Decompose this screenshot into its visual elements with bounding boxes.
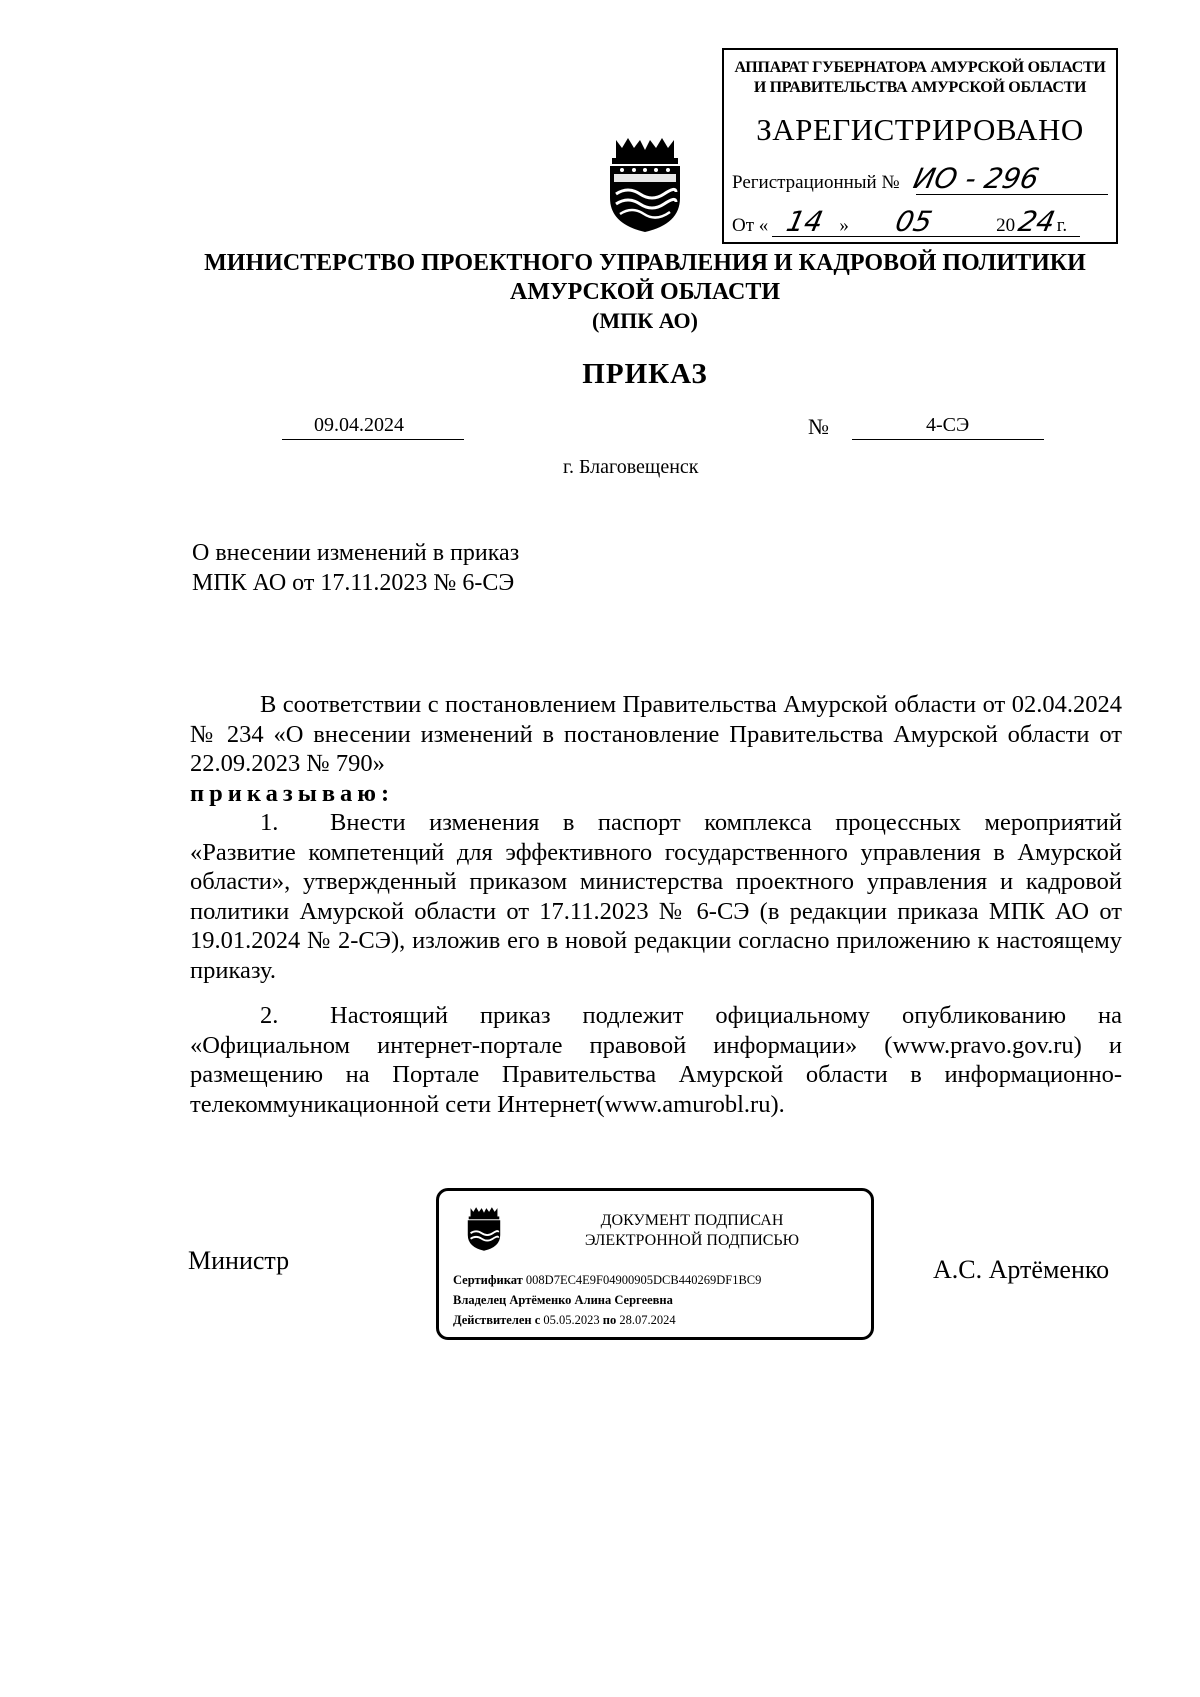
esig-valid-to: 28.07.2024: [619, 1313, 676, 1327]
registration-number-row: [732, 162, 1043, 195]
ministry-name-line1: МИНИСТЕРСТВО ПРОЕКТНОГО УПРАВЛЕНИЯ И КАДРОВОЙ ПОЛИТИКИ: [204, 250, 1086, 276]
order-preamble: В соответствии с постановлением Правительства Амурской области от 02.04.2024 № 234 «О внесении изменений в постановление Правительства Амурской области от 22.09.2023 № 790»: [190, 691, 1122, 777]
registration-title: ЗАРЕГИСТРИРОВАНО: [756, 112, 1084, 147]
order-command: [190, 779, 1122, 809]
order-item-2-text: Настоящий приказ подлежит официальному опубликованию на «Официальном интернет-портале правовой информации» (www.pravo.gov.ru) и размещению на Портале Правительства Амурской области в информационно-телекоммуникационной сети Интернет(www.amurobl.ru).: [190, 1002, 1122, 1118]
esig-valid-label: Действителен с: [453, 1313, 541, 1327]
esig-heading: [529, 1211, 855, 1251]
esig-validity: [453, 1313, 676, 1328]
esig-heading-line1: ДОКУМЕНТ ПОДПИСАН: [600, 1212, 784, 1229]
registration-day-close: »: [839, 215, 849, 236]
order-number-underline: [852, 439, 1044, 440]
registration-month: 05: [892, 205, 935, 238]
ministry-abbr: (МПК АО): [592, 308, 698, 333]
registration-date-row: [732, 205, 1067, 238]
esig-owner-value: Артёменко Алина Сергеевна: [509, 1293, 673, 1307]
esig-owner: [453, 1293, 673, 1308]
esig-owner-label: Владелец: [453, 1293, 507, 1307]
order-number: 4-СЭ: [926, 414, 970, 436]
electronic-signature-stamp: [436, 1188, 874, 1340]
esig-certificate: [453, 1273, 761, 1288]
registration-number-underline: [916, 194, 1108, 195]
registration-stamp: [722, 48, 1118, 244]
order-number-sign: №: [808, 414, 829, 439]
esig-valid-to-label: по: [602, 1313, 617, 1327]
order-item-1-text: Внести изменения в паспорт комплекса процессных мероприятий «Развитие компетенций для эффективного государственного управления в Амурской области», утвержденный приказом министерства проектного управления и кадровой политики Амурской области от 17.11.2023 № 6-СЭ (в редакции приказа МПК АО от 19.01.2024 № 2-СЭ), изложив его в новой редакции согласно приложению к настоящему приказу.: [190, 809, 1122, 984]
registration-year-suffix: 24: [1015, 205, 1059, 238]
ministry-name-line2: АМУРСКОЙ ОБЛАСТИ: [510, 279, 780, 305]
order-subject-line1: О внесении изменений в приказ: [192, 540, 520, 566]
signer-title: Министр: [188, 1246, 290, 1275]
signer-name: А.С. Артёменко: [933, 1255, 1110, 1284]
order-item-1: [190, 808, 1122, 985]
registration-date-underline: [772, 236, 1080, 237]
order-subject-line2: МПК АО от 17.11.2023 № 6-СЭ: [192, 570, 515, 596]
esig-certificate-value: 008D7EC4E9F04900905DCB440269DF1BC9: [525, 1273, 762, 1287]
esig-emblem-icon: [465, 1206, 503, 1252]
order-item-1-number: 1.: [260, 809, 279, 836]
registration-year-end: г.: [1056, 215, 1068, 236]
order-command-word: приказываю:: [190, 780, 395, 807]
amur-region-emblem-icon: [604, 136, 686, 234]
registration-org: [724, 58, 1116, 98]
esig-certificate-label: Сертификат: [453, 1273, 523, 1287]
registration-number-label: Регистрационный №: [732, 172, 900, 193]
order-city: г. Благовещенск: [563, 456, 699, 478]
esig-heading-line2: ЭЛЕКТРОННОЙ ПОДПИСЬЮ: [584, 1232, 800, 1249]
order-date: 09.04.2024: [314, 414, 404, 436]
order-subject: [192, 538, 519, 598]
registration-day: 14: [783, 205, 827, 238]
order-item-2: [190, 1001, 1122, 1119]
registration-org-line2: И ПРАВИТЕЛЬСТВА АМУРСКОЙ ОБЛАСТИ: [753, 79, 1087, 96]
order-title: ПРИКАЗ: [582, 358, 708, 390]
registration-number-value: ИО - 296: [910, 162, 1043, 195]
esig-valid-from: 05.05.2023: [543, 1313, 600, 1327]
registration-org-line1: АППАРАТ ГУБЕРНАТОРА АМУРСКОЙ ОБЛАСТИ: [734, 59, 1106, 76]
registration-date-prefix: От «: [732, 215, 769, 236]
order-item-2-number: 2.: [260, 1002, 279, 1029]
registration-year-prefix: 20: [996, 215, 1016, 236]
order-date-underline: [282, 439, 464, 440]
